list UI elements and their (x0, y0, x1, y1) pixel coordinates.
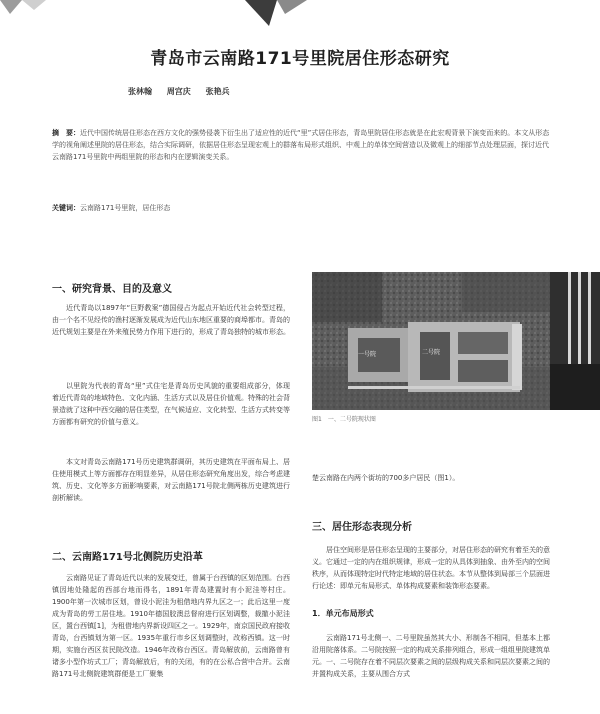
body-paragraph: 近代青岛以1897年“巨野教案”德国侵占为起点开始近代社会转型过程，由一个名不见经传的渔村逐渐发展成为近代山东地区重要的商埠都市。青岛的近代规划主要是在外来殖民势力作用下进行的，形成了青岛独特的城市形态。 (52, 304, 290, 336)
body-paragraph: 楚云南路在内两个街坊的700多户居民（图1）。 (312, 474, 460, 482)
body-paragraph: 本文对青岛云南路171号历史建筑群调研，其历史建筑在平面布局上、居住使用模式上等方面都存在明显差异，从居住形态研究角度出发，综合考虑建筑、历史、文化等多方面影响要素，对云南路171号院北侧两栋历史建筑进行剖析解读。 (52, 458, 290, 502)
section-heading-1: 一、研究背景、目的及意义 (52, 284, 172, 295)
paper-title: 青岛市云南路171号里院居住形态研究 (150, 49, 450, 69)
building-label-2: 二号院 (422, 349, 441, 356)
keywords-text: 云南路171号里院，居住形态 (80, 204, 171, 212)
author-name: 张林翰 (128, 87, 152, 96)
section-heading-3: 三、居住形态表现分析 (312, 522, 412, 533)
section-heading-2: 二、云南路171号北侧院历史沿革 (52, 552, 203, 563)
building-label-1: 一号院 (358, 351, 377, 358)
corner-decoration-top-left (0, 0, 90, 40)
keywords (52, 203, 170, 213)
aerial-photo (312, 272, 550, 410)
body-paragraph: 云南路171号北侧一、二号里院虽然其大小、形制各不相同，但基本上都沿用院落体系。二号院按照一定的构成关系排列组合，形成一组组里院建筑单元。一、二号院存在着不同层次要素之间的层级构成关系和同层次要素之间的并置构成关系，主要从围合方式 (312, 634, 550, 678)
abstract-label: 摘 要： (52, 129, 80, 137)
body-paragraph: 以里院为代表的青岛“里”式住宅是青岛历史风貌的重要组成部分，体现着近代青岛的地域特色、文化内涵、生活方式以及居住价值观。特殊的社会背景造就了这种中西交融的居住类型，在气候适应、文化转型、生活方式转变等方面都有研究的价值与意义。 (52, 382, 290, 426)
subsection-heading: 1．单元布局形式 (312, 609, 374, 618)
body-paragraph: 居住空间形是居住形态呈现的主要部分，对居住形态的研究有着至关的意义。它通过一定的内在组织规律，形成一定的从具体到抽象、由外至内的空间秩序，从而体现特定时代特定地域的居住状态。本节从整体到局部三个层面进行论述：即单元布局形式、单体构成要素和装饰形态要素。 (312, 546, 550, 590)
abstract-text: 近代中国传统居住形态在西方文化的强势侵袭下衍生出了适应性的近代“里”式居住形态，青岛里院居住形态就是在此宏观背景下演变而来的。本文从形态学的视角阐述里院的居住形态，结合实际调研，依据居住形态呈现宏观上的群落布局形式组织、中观上的单体空间营造以及微观上的细部节点处理层面，探讨近代云南路171号里院中两组里院的形态和内在逻辑演变关系。 (52, 129, 550, 161)
adjacent-page-photo-strip (550, 272, 600, 410)
keywords-label: 关键词： (52, 204, 80, 212)
figure-caption: 图1 一、二号院现状图 (312, 416, 376, 423)
author-name: 周宫庆 (166, 87, 191, 96)
corner-decoration-top-center (225, 0, 315, 40)
abstract (52, 127, 550, 163)
author-list (128, 86, 242, 97)
body-paragraph: 云南路见证了青岛近代以来的发展变迁，曾属于台西镇的区划范围。台西镇因地处隆起的西部台地而得名，1891年青岛建置时有小泥洼等村庄。1900年第一次城市区划，曾设小泥洼为租借地内界九区之一；此后这里一度成为青岛的劳工居住地。1910年德国胶澳总督府进行区划调整，裁撤小泥洼区，置台西镇[1]，为租借地内界新设四区之一。1929年，南京国民政府接收青岛，台西镇划为第一区。1935年重行市乡区划调整时，改称西镇。这一时期，实施台西区贫民院改造。1946年改称台西区。青岛解放前，云南路曾有诸多小型作坊式工厂；青岛解放后，有的关闭，有的在公私合营中合并。云南路171号北侧院建筑群便是工厂聚集 (52, 574, 290, 678)
author-name: 张艳兵 (205, 87, 230, 96)
aerial-photo-figure (312, 272, 550, 410)
